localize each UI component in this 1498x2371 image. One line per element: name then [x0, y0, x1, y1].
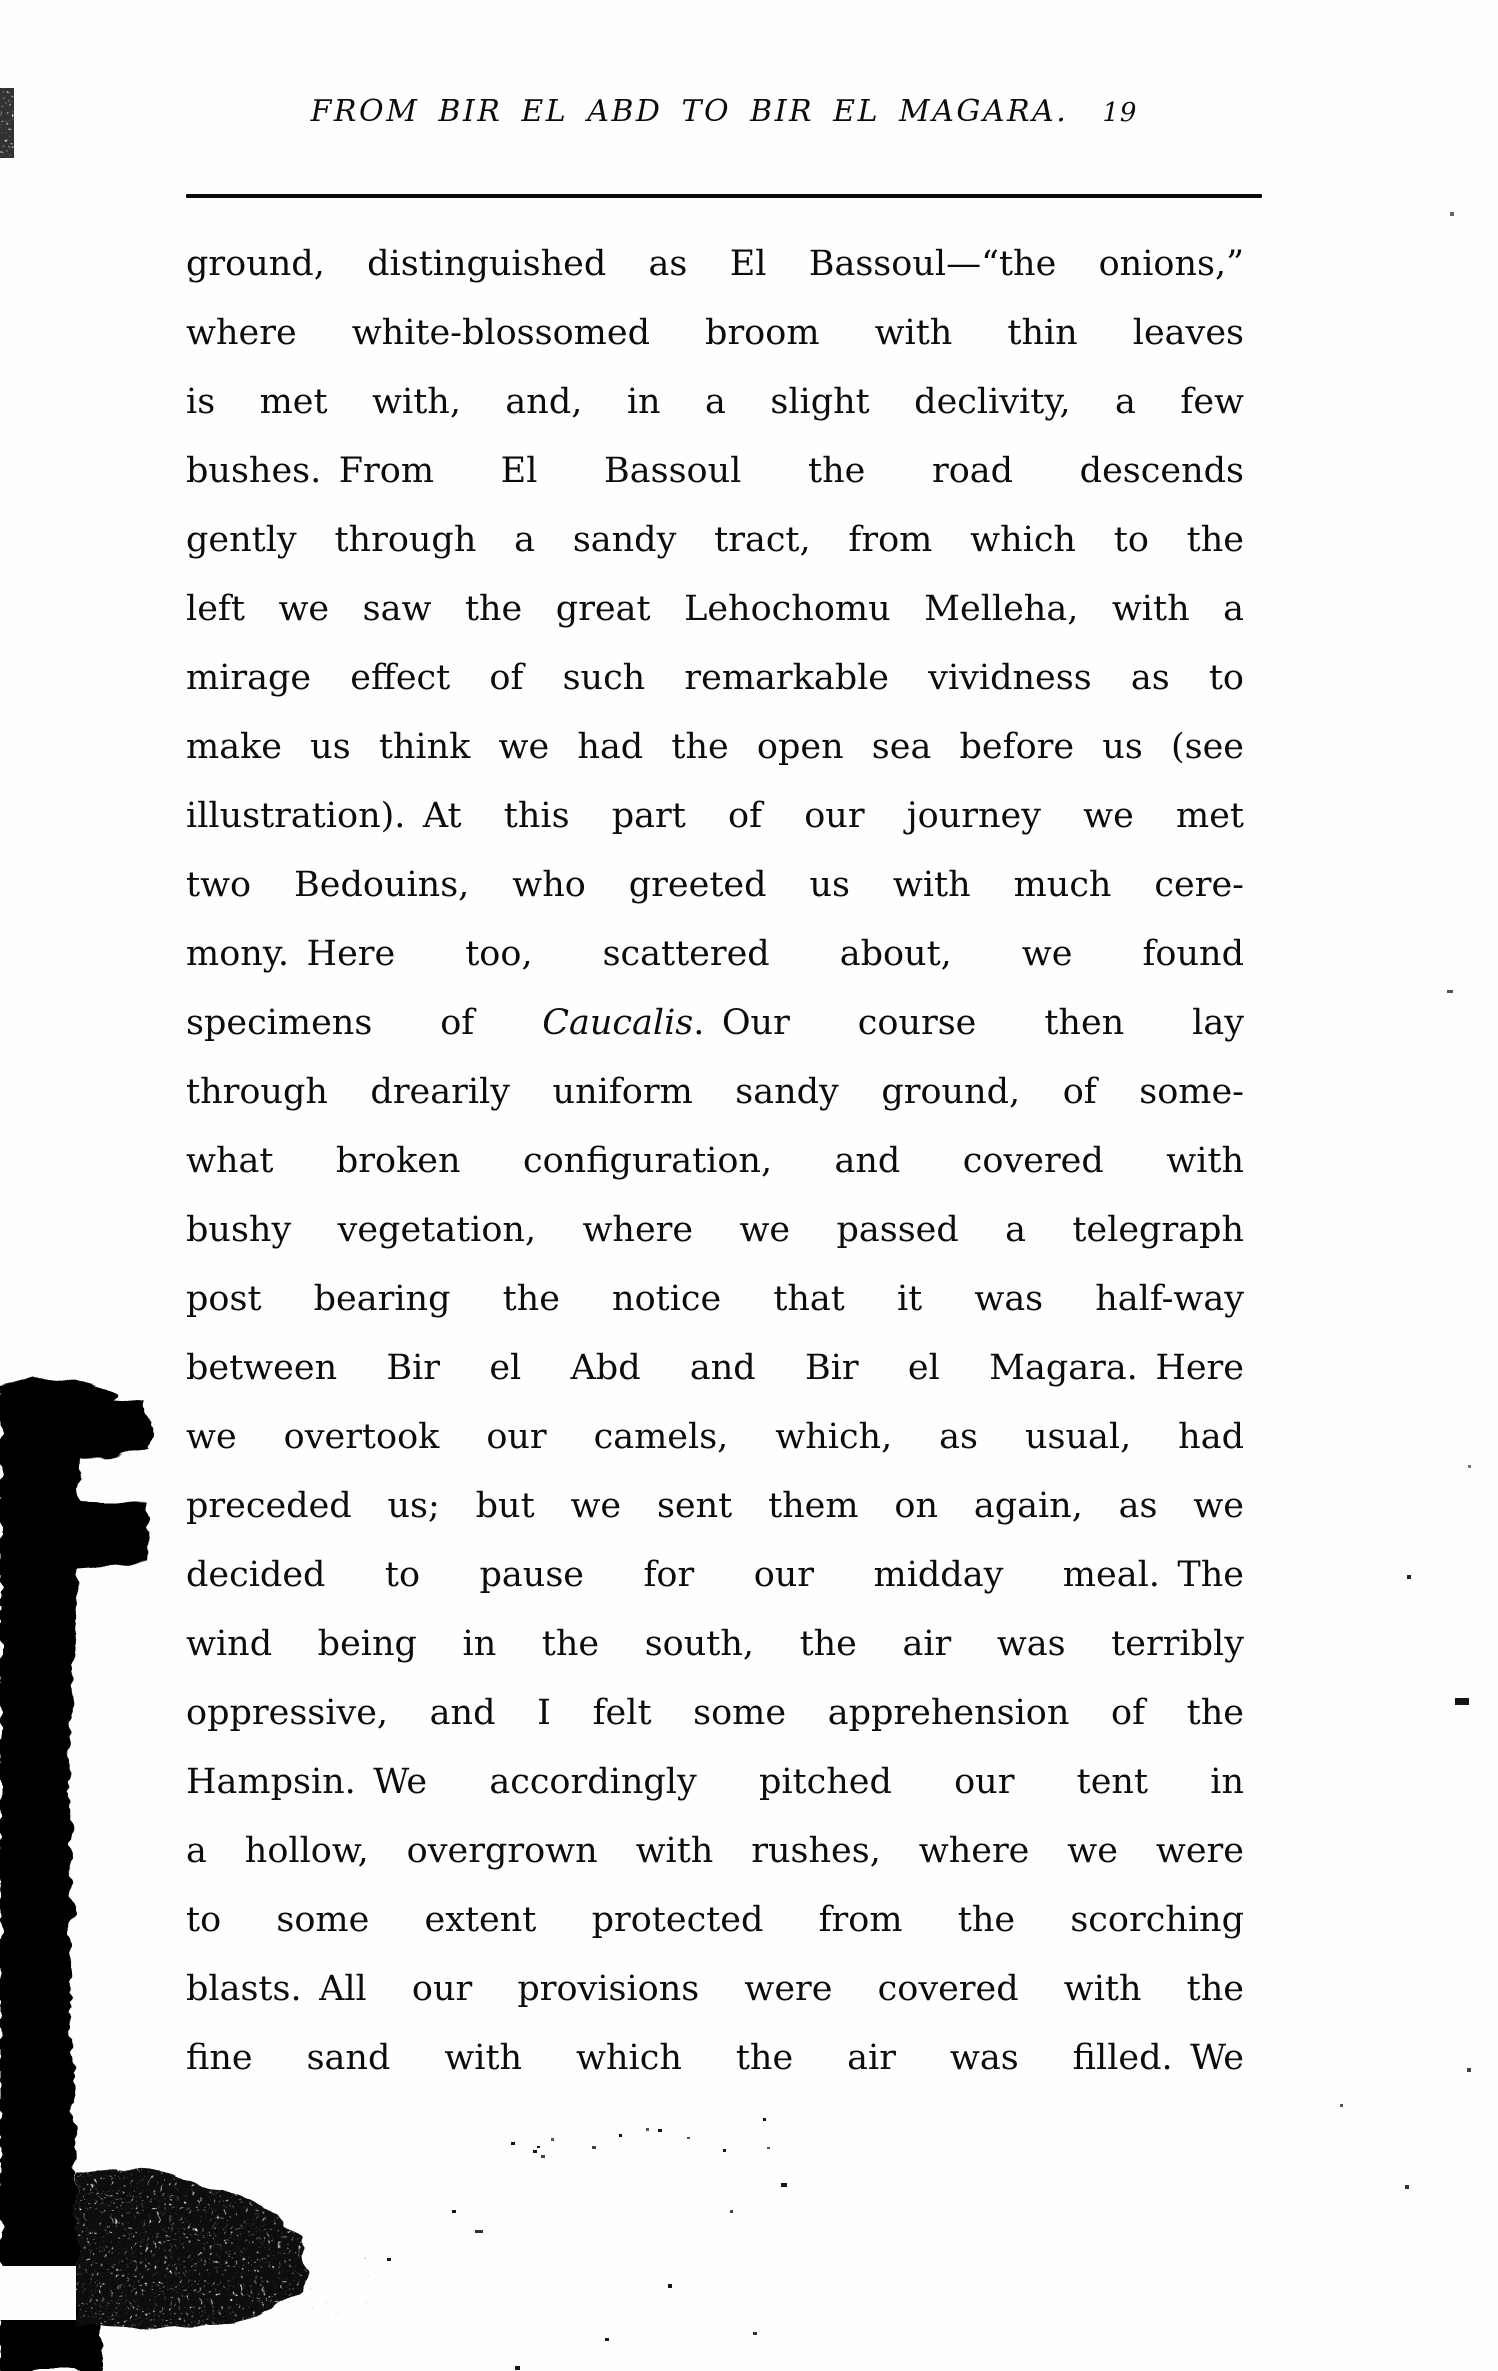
text-line	[186, 989, 1244, 1058]
scan-artifact-blob-column	[0, 1377, 149, 2371]
text-segment: to some extent protected from the scorching	[186, 1900, 1244, 1940]
text-segment: oppressive, and I felt some apprehension of the	[186, 1693, 1244, 1733]
text-segment: specimens of	[186, 1003, 543, 1043]
text-line	[186, 1058, 1244, 1127]
text-line	[186, 1334, 1244, 1403]
text-line	[186, 644, 1244, 713]
text-segment: post bearing the notice that it was half-way	[186, 1279, 1244, 1319]
text-segment: blasts. All our provisions were covered with the	[186, 1969, 1244, 2009]
text-line	[186, 920, 1244, 989]
text-segment: two Bedouins, who greeted us with much cere-	[186, 865, 1244, 905]
body-text	[186, 230, 1244, 2093]
text-line	[186, 1955, 1244, 2024]
text-segment: Hampsin. We accordingly pitched our tent in	[186, 1762, 1244, 1802]
text-segment: through drearily uniform sandy ground, of some-	[186, 1072, 1244, 1112]
text-segment: a hollow, overgrown with rushes, where we were	[186, 1831, 1244, 1871]
text-line	[186, 1610, 1244, 1679]
text-segment: mirage effect of such remarkable vividness as to	[186, 658, 1244, 698]
scan-artifact-white-notch	[0, 2266, 76, 2320]
text-line	[186, 1817, 1244, 1886]
text-line	[186, 575, 1244, 644]
text-line	[186, 1679, 1244, 1748]
text-line	[186, 1886, 1244, 1955]
text-segment: is met with, and, in a slight declivity, a few	[186, 382, 1244, 422]
scan-artifact-speckle-fade	[298, 2256, 402, 2320]
text-segment: wind being in the south, the air was terribly	[186, 1624, 1244, 1664]
header-rule	[186, 194, 1262, 198]
text-line	[186, 1196, 1244, 1265]
text-line	[186, 230, 1244, 299]
text-segment: left we saw the great Lehochomu Melleha, with a	[186, 589, 1244, 629]
text-line	[186, 1127, 1244, 1196]
text-segment: where white-blossomed broom with thin leaves	[186, 313, 1244, 353]
text-line	[186, 851, 1244, 920]
italic-text: Caucalis	[542, 1003, 694, 1043]
text-line	[186, 1472, 1244, 1541]
text-segment: mony. Here too, scattered about, we found	[186, 934, 1244, 974]
text-segment: illustration). At this part of our journey we met	[186, 796, 1244, 836]
text-segment: fine sand with which the air was filled. We	[186, 2038, 1244, 2078]
text-segment: decided to pause for our midday meal. The	[186, 1555, 1244, 1595]
text-line	[186, 1403, 1244, 1472]
running-header	[186, 92, 1262, 131]
text-segment: bushes. From El Bassoul the road descends	[186, 451, 1244, 491]
text-line	[186, 368, 1244, 437]
text-segment: ground, distinguished as El Bassoul—“the onions,”	[186, 244, 1244, 284]
text-segment: what broken configuration, and covered with	[186, 1141, 1244, 1181]
text-line	[186, 1265, 1244, 1334]
text-line	[186, 1748, 1244, 1817]
text-line	[186, 506, 1244, 575]
running-header-title: FROM BIR EL ABD TO BIR EL MAGARA.	[310, 94, 1069, 129]
text-segment: . Our course then lay	[693, 1003, 1244, 1043]
text-segment: between Bir el Abd and Bir el Magara. Here	[186, 1348, 1244, 1388]
scan-artifact-topleft	[0, 88, 14, 158]
text-segment: gently through a sandy tract, from which to the	[186, 520, 1244, 560]
text-line	[186, 1541, 1244, 1610]
text-segment: make us think we had the open sea before us (see	[186, 727, 1244, 767]
text-segment: bushy vegetation, where we passed a telegraph	[186, 1210, 1244, 1250]
text-line	[186, 299, 1244, 368]
text-line	[186, 713, 1244, 782]
text-segment: we overtook our camels, which, as usual, had	[186, 1417, 1244, 1457]
page-number: 19	[1102, 98, 1138, 128]
text-line	[186, 2024, 1244, 2093]
text-line	[186, 782, 1244, 851]
text-segment: preceded us; but we sent them on again, as we	[186, 1486, 1244, 1526]
text-line	[186, 437, 1244, 506]
scan-artifact-blob-bottom	[76, 2168, 306, 2331]
